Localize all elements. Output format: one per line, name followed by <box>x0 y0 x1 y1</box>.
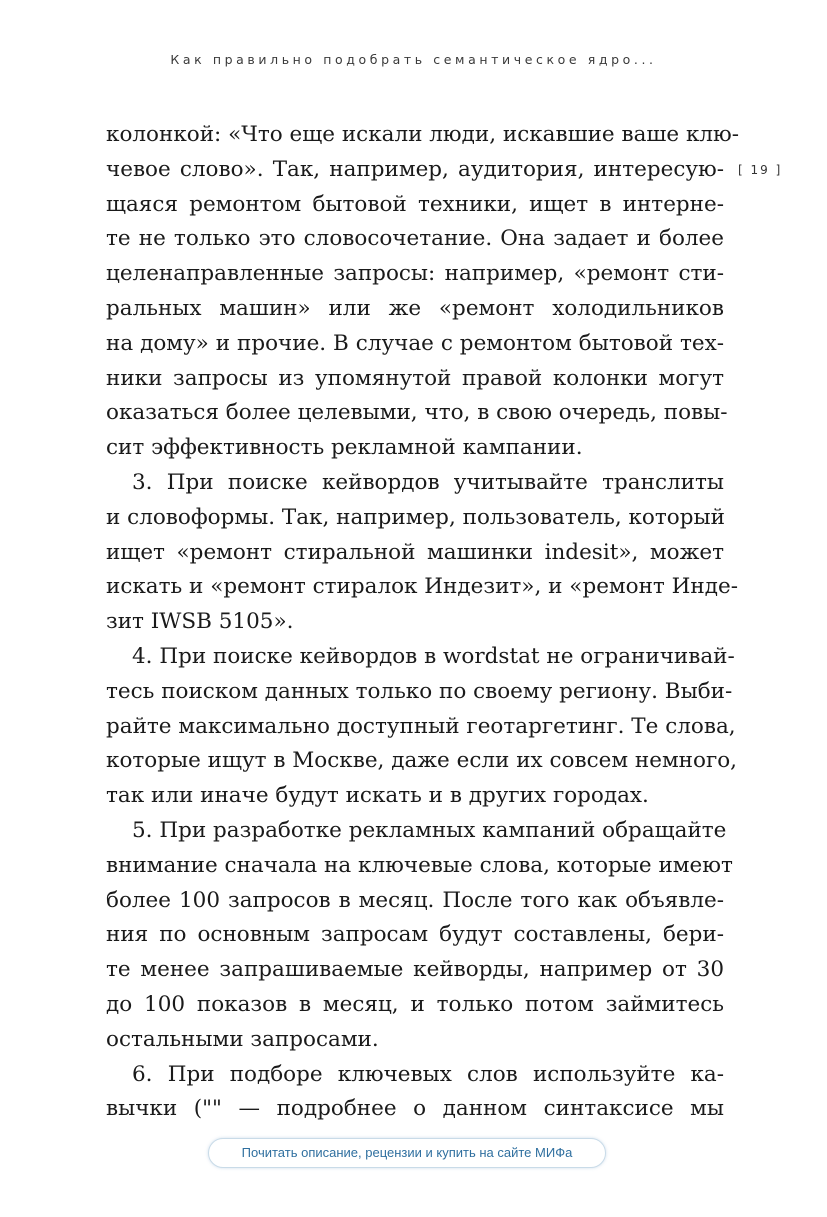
text-line: до 100 показов в месяц, и только потом займитесь <box>106 991 724 1017</box>
text-line: 6. При подборе ключевых слов используйте ка- <box>132 1061 724 1087</box>
text-line: чевое слово». Так, например, аудитория, интересую- <box>106 156 724 182</box>
text-line: сит эффективность рекламной кампании. <box>106 435 583 461</box>
text-line: те не только это словосочетание. Она задает и более <box>106 226 724 252</box>
text-line: и словоформы. Так, например, пользователь, который <box>106 504 725 530</box>
text-line: остальными запросами. <box>106 1026 379 1052</box>
text-line: более 100 запросов в месяц. После того как объявле- <box>106 887 724 913</box>
text-line: на дому» и прочие. В случае с ремонтом бытовой тех- <box>106 330 724 356</box>
text-line: ники запросы из упомянутой правой колонки могут <box>106 365 724 391</box>
text-line: 4. При поиске кейвордов в wordstat не ограничивай- <box>132 643 735 669</box>
running-head: Как правильно подобрать семантическое ядро... <box>170 52 657 67</box>
text-line: внимание сначала на ключевые слова, которые имеют <box>106 852 733 878</box>
text-line: вычки ("" — подробнее о данном синтаксисе мы <box>106 1096 724 1122</box>
text-line: райте максимально доступный геотаргетинг. Те слова, <box>106 713 736 739</box>
page-number: [ 19 ] <box>738 163 783 177</box>
text-line: 5. При разработке рекламных кампаний обращайте <box>132 817 727 843</box>
text-line: которые ищут в Москве, даже если их совсем немного, <box>106 748 737 774</box>
buy-book-link[interactable]: Почитать описание, рецензии и купить на сайте МИФа <box>208 1138 606 1168</box>
text-line: ния по основным запросам будут составлены, бери- <box>106 922 724 948</box>
body-text <box>106 118 740 1127</box>
text-line: искать и «ремонт стиралок Индезит», и «ремонт Инде- <box>106 574 738 600</box>
text-line: целенаправленные запросы: например, «ремонт сти- <box>106 261 724 287</box>
text-line: ральных машин» или же «ремонт холодильников <box>106 295 724 321</box>
text-line: колонкой: «Что еще искали люди, искавшие ваше клю- <box>106 122 740 147</box>
text-line: тесь поиском данных только по своему региону. Выби- <box>106 678 733 704</box>
text-line: те менее запрашиваемые кейворды, например от 30 <box>106 957 724 983</box>
text-line: так или иначе будут искать и в других городах. <box>106 783 649 809</box>
text-line: зит IWSB 5105». <box>106 609 294 635</box>
text-line: щаяся ремонтом бытовой техники, ищет в интерне- <box>106 191 724 217</box>
text-line: оказаться более целевыми, что, в свою очередь, повы- <box>106 400 728 426</box>
text-line: 3. При поиске кейвордов учитывайте транслиты <box>132 469 724 495</box>
text-line: ищет «ремонт стиральной машинки indesit», может <box>106 539 724 565</box>
